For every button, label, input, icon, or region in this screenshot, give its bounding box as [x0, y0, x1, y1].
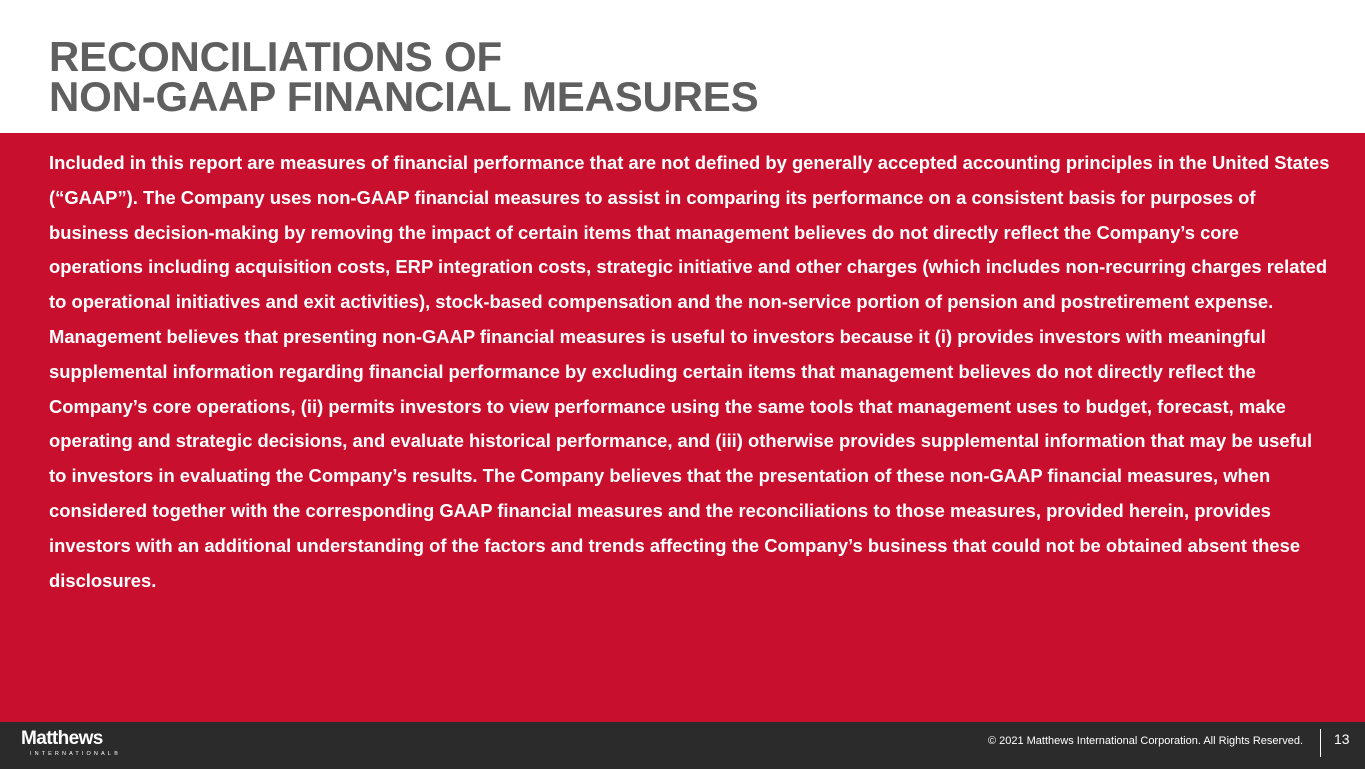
slide-title-line-1: RECONCILIATIONS OF	[49, 33, 502, 80]
slide-title-line-2: NON-GAAP FINANCIAL MEASURES	[49, 73, 759, 120]
footer-divider	[1320, 729, 1321, 757]
body-paragraph: Included in this report are measures of financial performance that are not defined by generally accepted accounting principles in the United States (“GAAP”). The Company uses non-GAAP financial measures to assist in comparing its performance on a consistent basis for purposes of business decision-making by removing the impact of certain items that management believes do not directly reflect the Company’s core operations including acquisition costs, ERP integration costs, strategic initiative and other charges (which includes non-recurring charges related to operational initiatives and exit activities), stock-based compensation and the non-service portion of pension and postretirement expense. Management believes that presenting non-GAAP financial measures is useful to investors because it (i) provides investors with meaningful supplemental information regarding financial performance by excluding certain items that management believes do not directly reflect the Company’s core operations, (ii) permits investors to view performance using the same tools that management uses to budget, forecast, make operating and strategic decisions, and evaluate historical performance, and (iii) otherwise provides supplemental information that may be useful to investors in evaluating the Company’s results. The Company believes that the presentation of these non-GAAP financial measures, when considered together with the corresponding GAAP financial measures and the reconciliations to those measures, provided herein, provides investors with an additional understanding of the factors and trends affecting the Company’s business that could not be obtained absent these disclosures.	[49, 152, 1330, 591]
copyright-notice: © 2021 Matthews International Corporation. All Rights Reserved.	[987, 735, 1303, 747]
page-number: 13	[1334, 731, 1350, 747]
slide-title	[49, 33, 759, 120]
matthews-logo	[21, 728, 121, 762]
logo-subtitle: INTERNATIONAL®	[30, 751, 122, 757]
logo-wordmark: Matthews	[21, 728, 103, 749]
